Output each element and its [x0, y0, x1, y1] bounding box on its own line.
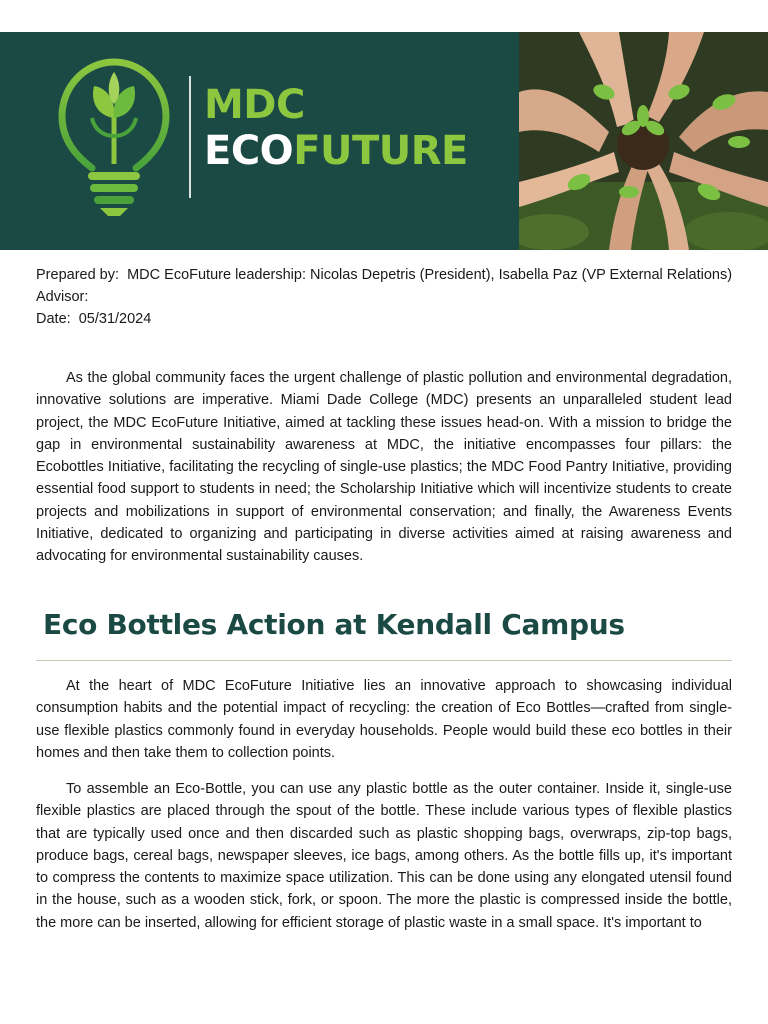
hands-holding-seedlings-photo [519, 32, 768, 250]
brand-eco: ECO [204, 128, 294, 174]
section-divider [36, 660, 732, 661]
date-value: 05/31/2024 [78, 311, 152, 327]
date-label: Date: [36, 311, 71, 327]
lightbulb-leaves-icon [54, 56, 174, 218]
brand-wordmark [204, 82, 468, 174]
advisor [36, 286, 736, 308]
date [36, 308, 736, 330]
section-title: Eco Bottles Action at Kendall Campus [43, 608, 625, 641]
prepared-by [36, 264, 736, 286]
advisor-label: Advisor: [36, 289, 89, 305]
prepared-value: MDC EcoFuture leadership: Nicolas Depetris (President), Isabella Paz (VP External Relations) [127, 267, 733, 283]
section-paragraph-2: To assemble an Eco-Bottle, you can use any plastic bottle as the outer container. Inside it, single-use flexible plastics are placed through the spout of the bottle. These include various types of flexible plastics that are typically used once and then discarded such as plastic shopping bags, overwraps, zip-top bags, produce bags, cereal bags, newspaper sleeves, ice bags, among others. As the bottle fills up, it's important to compress the contents to maximize space utilization. This can be done using any elongated utensil found in the house, such as a wooden stick, fork, or spoon. The more the plastic is compressed inside the bottle, the more can be inserted, allowing for efficient storage of plastic waste in a small space. It's important to [36, 781, 732, 931]
header-banner [0, 32, 768, 250]
intro-paragraph: As the global community faces the urgent challenge of plastic pollution and environmental degradation, innovative solutions are imperative. Miami Dade College (MDC) presents an unparalleled student lead project, the MDC EcoFuture Initiative, aimed at tackling these issues head-on. With a mission to bridge the gap in environmental sustainability awareness at MDC, the initiative encompasses four pillars: the Ecobottles Initiative, facilitating the recycling of single-use plastics; the MDC Food Pantry Initiative, providing essential food support to students in need; the Scholarship Initiative which will incentivize students to create projects and mobilizations in support of environmental conservation; and finally, the Awareness Events Initiative, dedicated to organizing and participating in diverse activities aimed at raising awareness and advocating for environmental sustainability causes. [36, 370, 732, 565]
logo-divider [189, 76, 191, 198]
brand-line-1: MDC [204, 82, 305, 128]
section-paragraph-1: At the heart of MDC EcoFuture Initiative lies an innovative approach to showcasing individual consumption habits and the potential impact of recycling: the creation of Eco Bottles—crafted from single-use flexible plastics commonly found in everyday households. People would build these eco bottles in their homes and then take them to collection points. [36, 678, 732, 761]
brand-line-2 [204, 128, 468, 174]
document-meta [36, 264, 736, 330]
prepared-label: Prepared by: [36, 267, 120, 283]
brand-future: FUTURE [293, 128, 468, 174]
